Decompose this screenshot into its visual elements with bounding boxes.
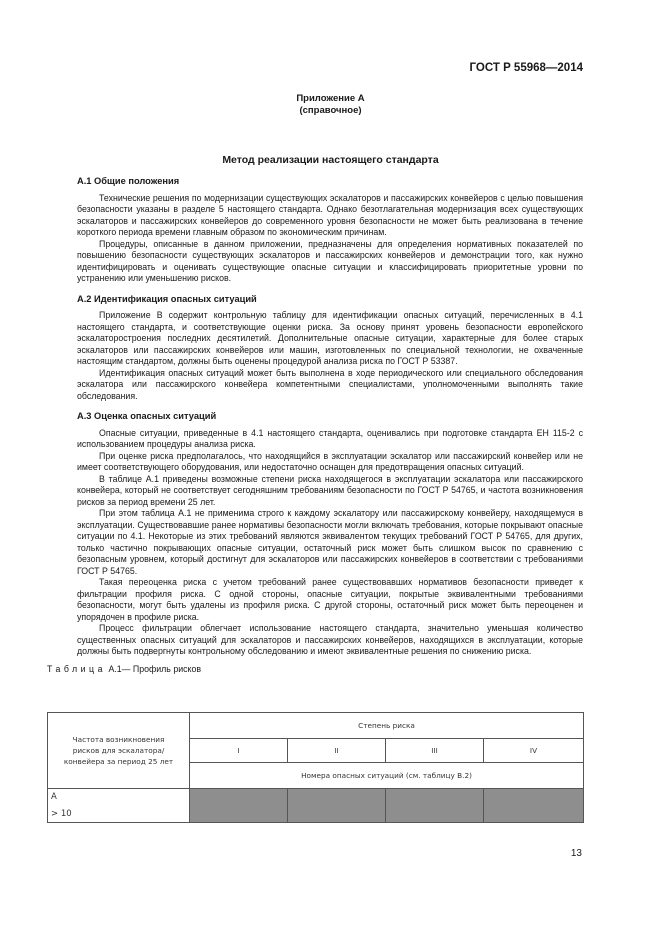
frequency-class: А (51, 792, 57, 802)
frequency-header: Частота возникновения рисков для эскалатора/конвейера за период 25 лет (48, 713, 190, 789)
paragraph: При оценке риска предполагалось, что находящийся в эксплуатации эскалатор или пассажирский конвейер или не имеет соответствующего оборудования, или недостаточно оснащен для предотвращения опасных ситуаций. (77, 450, 583, 472)
paragraph: В таблице А.1 приведены возможные степени риска находящегося в эксплуатации эскалатора или пассажирского конвейера, который не соответствует сегодняшним требованиям безопасности по ГОСТ Р 54765, и частота возникновения рисков за период времени 25 лет. (77, 473, 583, 507)
section-heading: А.1 Общие положения (77, 176, 180, 186)
risk-cell (386, 789, 484, 823)
paragraph: Опасные ситуации, приведенные в 4.1 настоящего стандарта, оценивались при подготовке стандарта ЕН 115-2 с использованием процедуры анализа риска. (77, 427, 583, 449)
paragraph: Идентификация опасных ситуаций может быть выполнена в ходе периодического или специального обследования эскалатора или пассажирского конвейера компетентными специалистами, уполномоченными выполнять такие обследования. (77, 367, 583, 401)
hazard-numbers-header: Номера опасных ситуаций (см. таблицу В.2) (190, 763, 584, 789)
paragraph: Процедуры, описанные в данном приложении, предназначены для определения нормативных показателей по повышению безопасности существующих эскалаторов и пассажирских конвейеров и демонстрации того, как нужно идентифицировать и оценивать существующие опасные ситуации и классифицировать приоритетные уровни по устранению или уменьшению рисков. (77, 238, 583, 283)
table-caption-label: Таблица (47, 663, 106, 674)
paragraph: Технические решения по модернизации существующих эскалаторов и пассажирских конвейеров с целью повышения безопасности указаны в разделе 5 настоящего стандарта. Однако безотлагательная модернизация всех существующих эскалаторов и пассажирских конвейеров до современного уровня безопасности не может быть реализована в течение короткого периода времени главным образом по экономическим причинам. (77, 192, 583, 237)
table-caption-text: А.1— Профиль рисков (108, 663, 202, 674)
page-number: 13 (570, 848, 582, 859)
annex-title: Приложение А (296, 93, 365, 104)
risk-degree-header: Степень риска (190, 713, 584, 739)
main-title: Метод реализации настоящего стандарта (222, 154, 439, 166)
degree-cell: IV (484, 739, 584, 763)
table-caption (47, 664, 583, 676)
degree-cell: III (386, 739, 484, 763)
risk-cell (190, 789, 288, 823)
section-heading: А.2 Идентификация опасных ситуаций (77, 293, 257, 304)
risk-cell (288, 789, 386, 823)
paragraph: Такая переоценка риска с учетом требований ранее существовавших нормативов безопасности приведет к фильтрации профиля риска. С одной стороны, опасные ситуации, покрытые эквивалентными требованиями безопасности, могут быть удалены из профиля риска. С другой стороны, остаточный риск может быть переоценен и упорядочен в профиле риска. (77, 577, 583, 622)
annex-status: (справочное) (299, 105, 362, 116)
body-text (47, 176, 583, 675)
frequency-value: > 10 (51, 809, 72, 819)
degree-cell: II (288, 739, 386, 763)
paragraph: При этом таблица А.1 не применима строго к каждому эскалатору или пассажирскому конвейеру, находящемуся в эксплуатации. Существовавшие ранее нормативы безопасности могли включать требования, которые покрывают опасные ситуации по 4.1. Некоторые из этих требований являются эквивалентом текущих требований ГОСТ Р 54765, для других, только частично покрывающих опасные ситуации, остаточный риск может быть слишком высок по сравнению с безопасным уровнем, который достигнут для эскалаторов или пассажирских конвейеров в соответствии с требованиями ГОСТ Р 54765. (77, 508, 583, 576)
risk-profile-table (47, 712, 584, 823)
paragraph: Процесс фильтрации облегчает использование настоящего стандарта, значительно уменьшая количество существенных опасных ситуаций для эскалаторов и пассажирских конвейеров, находящихся в эксплуатации, которые должны быть подвергнуты контрольному обследованию и имеют эквивалентные решения по снижению риска. (77, 623, 583, 656)
annex-heading (0, 93, 661, 117)
section-heading: А.3 Оценка опасных ситуаций (77, 411, 217, 421)
frequency-row-label (48, 789, 190, 823)
paragraph: Приложение В содержит контрольную таблицу для идентификации опасных ситуаций, перечисленных в 4.1 настоящего стандарта, и соответствующие оценки риска. За основу принят уровень безопасности европейского эскалаторостроения последних десятилетий. Дополнительные опасные ситуации, характерные для более старых эскалаторов или пассажирских конвейеров или машин, изготовленных по специальной технологии, не охваченные настоящим стандартом, должны быть оценены процедурой анализа риска по ГОСТ Р 53387. (77, 310, 583, 366)
degree-cell: I (190, 739, 288, 763)
risk-cell (484, 789, 584, 823)
standard-number: ГОСТ Р 55968—2014 (469, 62, 583, 74)
